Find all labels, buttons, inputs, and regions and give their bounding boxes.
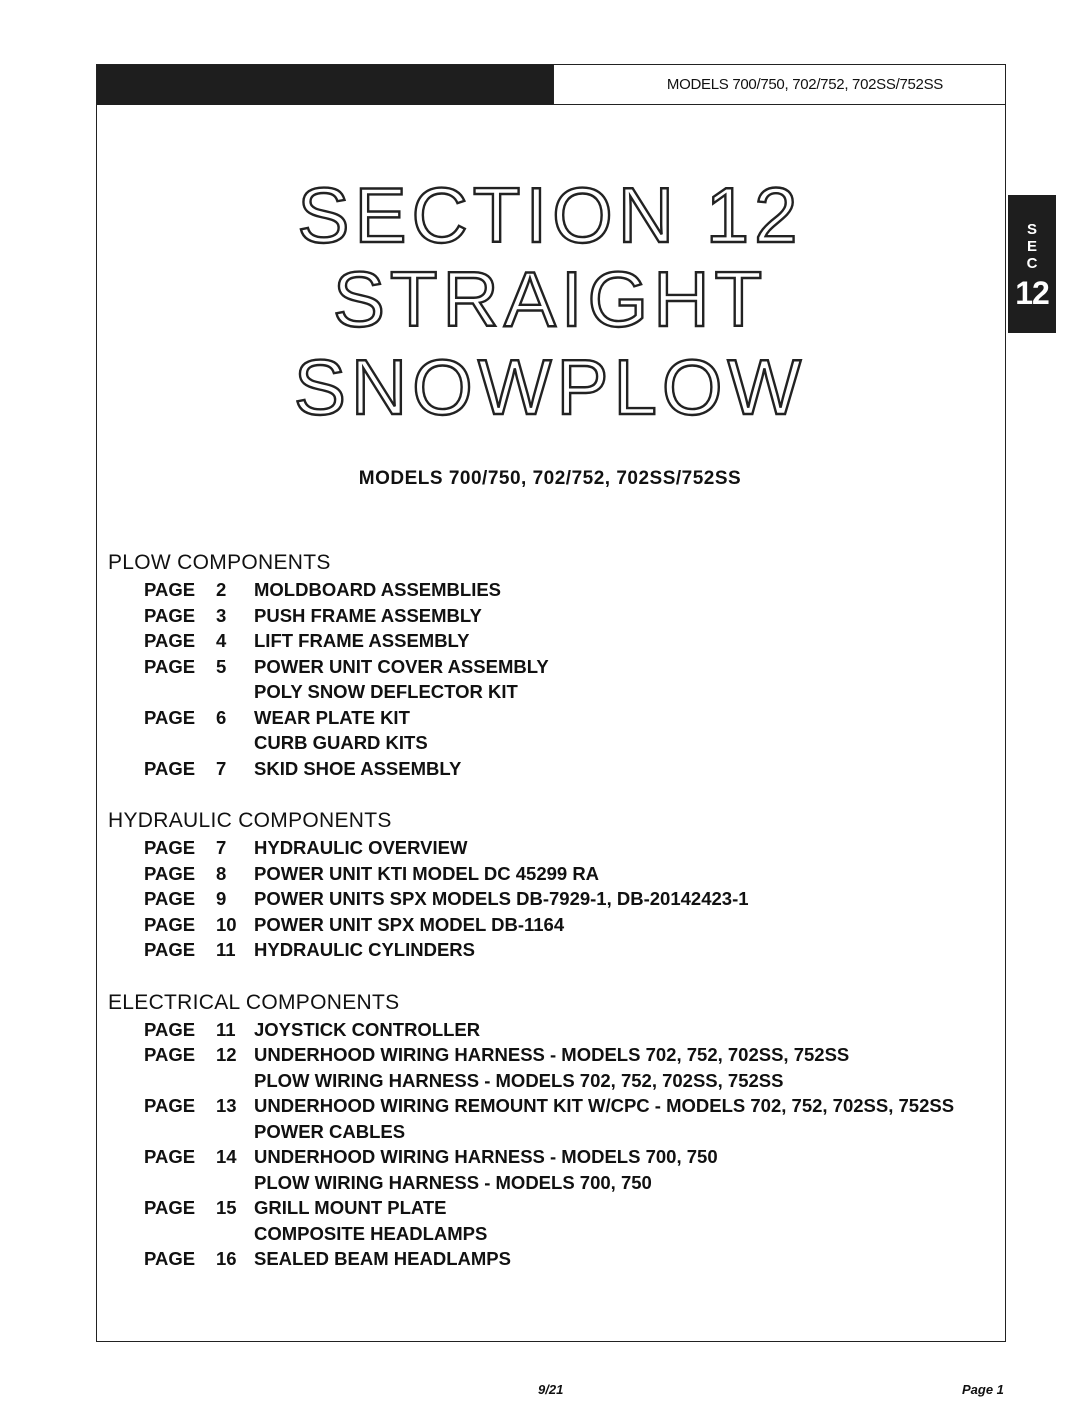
toc-page-number: 12 <box>216 1044 237 1065</box>
toc-page-label: PAGE <box>144 913 196 935</box>
toc-page-label: PAGE <box>144 1248 196 1269</box>
toc-page-number: 3 <box>216 604 227 626</box>
toc-entry <box>108 628 988 654</box>
footer-date: 9/21 <box>538 1382 564 1397</box>
toc-page-number: 4 <box>216 630 227 651</box>
toc-entry-title: HYDRAULIC OVERVIEW <box>254 837 468 858</box>
toc-page-label: PAGE <box>144 655 196 677</box>
toc-entry-title: COMPOSITE HEADLAMPS <box>254 1222 488 1244</box>
toc-entry <box>108 835 988 861</box>
toc-entry-title: UNDERHOOD WIRING HARNESS - MODELS 702, 752, 702SS, 752SS <box>254 1044 850 1065</box>
toc-entry <box>108 886 988 912</box>
toc-page-label: PAGE <box>144 837 196 858</box>
toc-entry-title: CURB GUARD KITS <box>254 732 428 753</box>
section-tab <box>1008 195 1056 333</box>
toc-page-label: PAGE <box>144 1018 196 1040</box>
title-line-2: STRAIGHT <box>332 255 768 343</box>
toc-page-number: 5 <box>216 655 227 677</box>
toc-entry-title: POWER CABLES <box>254 1120 406 1142</box>
header-models-label: MODELS 700/750, 702/752, 702SS/752SS <box>666 76 943 93</box>
toc-page-label: PAGE <box>144 1146 196 1167</box>
section-tab-letters <box>1008 221 1056 272</box>
toc-section-title: HYDRAULIC COMPONENTS <box>108 809 392 832</box>
toc-page-label: PAGE <box>144 888 196 909</box>
toc-entry <box>108 1246 988 1272</box>
toc-page-number: 11 <box>216 939 236 960</box>
toc-section-title: PLOW COMPONENTS <box>108 551 331 574</box>
toc-entry-title: UNDERHOOD WIRING HARNESS - MODELS 700, 750 <box>254 1146 718 1167</box>
toc-entry <box>108 937 988 963</box>
toc-entry <box>108 1017 988 1043</box>
toc-page-number: 10 <box>216 913 237 935</box>
toc-page-number: 7 <box>216 837 227 858</box>
header-models-box <box>553 65 1005 105</box>
toc-page-label: PAGE <box>144 630 196 651</box>
toc-entry-title: MOLDBOARD ASSEMBLIES <box>254 579 502 600</box>
toc-page-number: 13 <box>216 1095 237 1116</box>
toc-page-label: PAGE <box>144 862 196 884</box>
models-subtitle: MODELS 700/750, 702/752, 702SS/752SS <box>358 468 742 489</box>
toc-entry-title: PLOW WIRING HARNESS - MODELS 702, 752, 702SS, 752SS <box>254 1069 784 1091</box>
section-tab-letter: S <box>1026 221 1037 238</box>
toc-entry <box>108 577 988 603</box>
toc-entry <box>108 756 988 782</box>
toc-page-label: PAGE <box>144 1197 196 1218</box>
footer-page-number: Page 1 <box>962 1382 1004 1397</box>
toc-entry <box>108 1195 988 1246</box>
toc-entry <box>108 1144 988 1195</box>
toc-page-number: 9 <box>216 888 227 909</box>
toc-page-number: 6 <box>216 706 227 728</box>
toc-page-label: PAGE <box>144 706 196 728</box>
toc-entry <box>108 1093 988 1144</box>
toc-entry-title: JOYSTICK CONTROLLER <box>254 1018 481 1040</box>
toc-page-number: 16 <box>216 1248 237 1269</box>
toc-entry-title: LIFT FRAME ASSEMBLY <box>254 630 470 651</box>
section-tab-number: 12 <box>1015 275 1049 311</box>
toc-page-number: 2 <box>216 579 227 600</box>
toc-entry-title: POWER UNIT SPX MODEL DB-1164 <box>254 913 565 935</box>
toc-page-number: 14 <box>216 1146 237 1167</box>
toc-entry-title: UNDERHOOD WIRING REMOUNT KIT W/CPC - MODELS 702, 752, 702SS, 752SS <box>254 1095 955 1116</box>
title-line-3: SNOWPLOW <box>293 343 807 430</box>
toc-entry-title: POWER UNIT KTI MODEL DC 45299 RA <box>254 862 600 884</box>
toc-entry-title: POWER UNIT COVER ASSEMBLY <box>254 655 549 677</box>
toc-entry <box>108 654 988 705</box>
toc-entry <box>108 912 988 938</box>
toc-entry-title: GRILL MOUNT PLATE <box>254 1197 447 1218</box>
toc-entry-title: PUSH FRAME ASSEMBLY <box>254 604 482 626</box>
toc-section <box>108 990 988 1272</box>
toc-page-label: PAGE <box>144 1044 196 1065</box>
section-title <box>200 170 900 430</box>
toc-section-title: ELECTRICAL COMPONENTS <box>108 990 400 1014</box>
toc-page-label: PAGE <box>144 939 196 960</box>
toc-entry-title: SKID SHOE ASSEMBLY <box>254 757 462 779</box>
header-black-bar <box>97 65 553 105</box>
toc-entry-title: POWER UNITS SPX MODELS DB-7929-1, DB-20142423-1 <box>254 888 749 909</box>
toc-entry <box>108 1042 988 1093</box>
toc-page-number: 8 <box>216 862 227 884</box>
toc-section <box>108 550 988 781</box>
toc-page-number: 15 <box>216 1197 237 1218</box>
toc-entry-title: POLY SNOW DEFLECTOR KIT <box>254 681 518 702</box>
toc-entry <box>108 603 988 629</box>
toc-entry <box>108 705 988 756</box>
toc-page-label: PAGE <box>144 604 196 626</box>
toc-entry-title: WEAR PLATE KIT <box>254 706 410 728</box>
toc-page-number: 11 <box>216 1018 236 1040</box>
toc-entry <box>108 861 988 887</box>
toc-page-label: PAGE <box>144 579 196 600</box>
toc-entry-title: SEALED BEAM HEADLAMPS <box>254 1248 511 1269</box>
toc-page-number: 7 <box>216 757 227 779</box>
section-tab-letter: C <box>1026 255 1038 272</box>
toc-section <box>108 808 988 963</box>
toc-entry-title: PLOW WIRING HARNESS - MODELS 700, 750 <box>254 1171 652 1193</box>
toc-page-label: PAGE <box>144 757 196 779</box>
section-tab-letter: E <box>1026 238 1037 255</box>
table-of-contents <box>108 550 988 1299</box>
toc-page-label: PAGE <box>144 1095 196 1116</box>
title-line-1: SECTION 12 <box>297 171 803 259</box>
toc-entry-title: HYDRAULIC CYLINDERS <box>254 939 475 960</box>
